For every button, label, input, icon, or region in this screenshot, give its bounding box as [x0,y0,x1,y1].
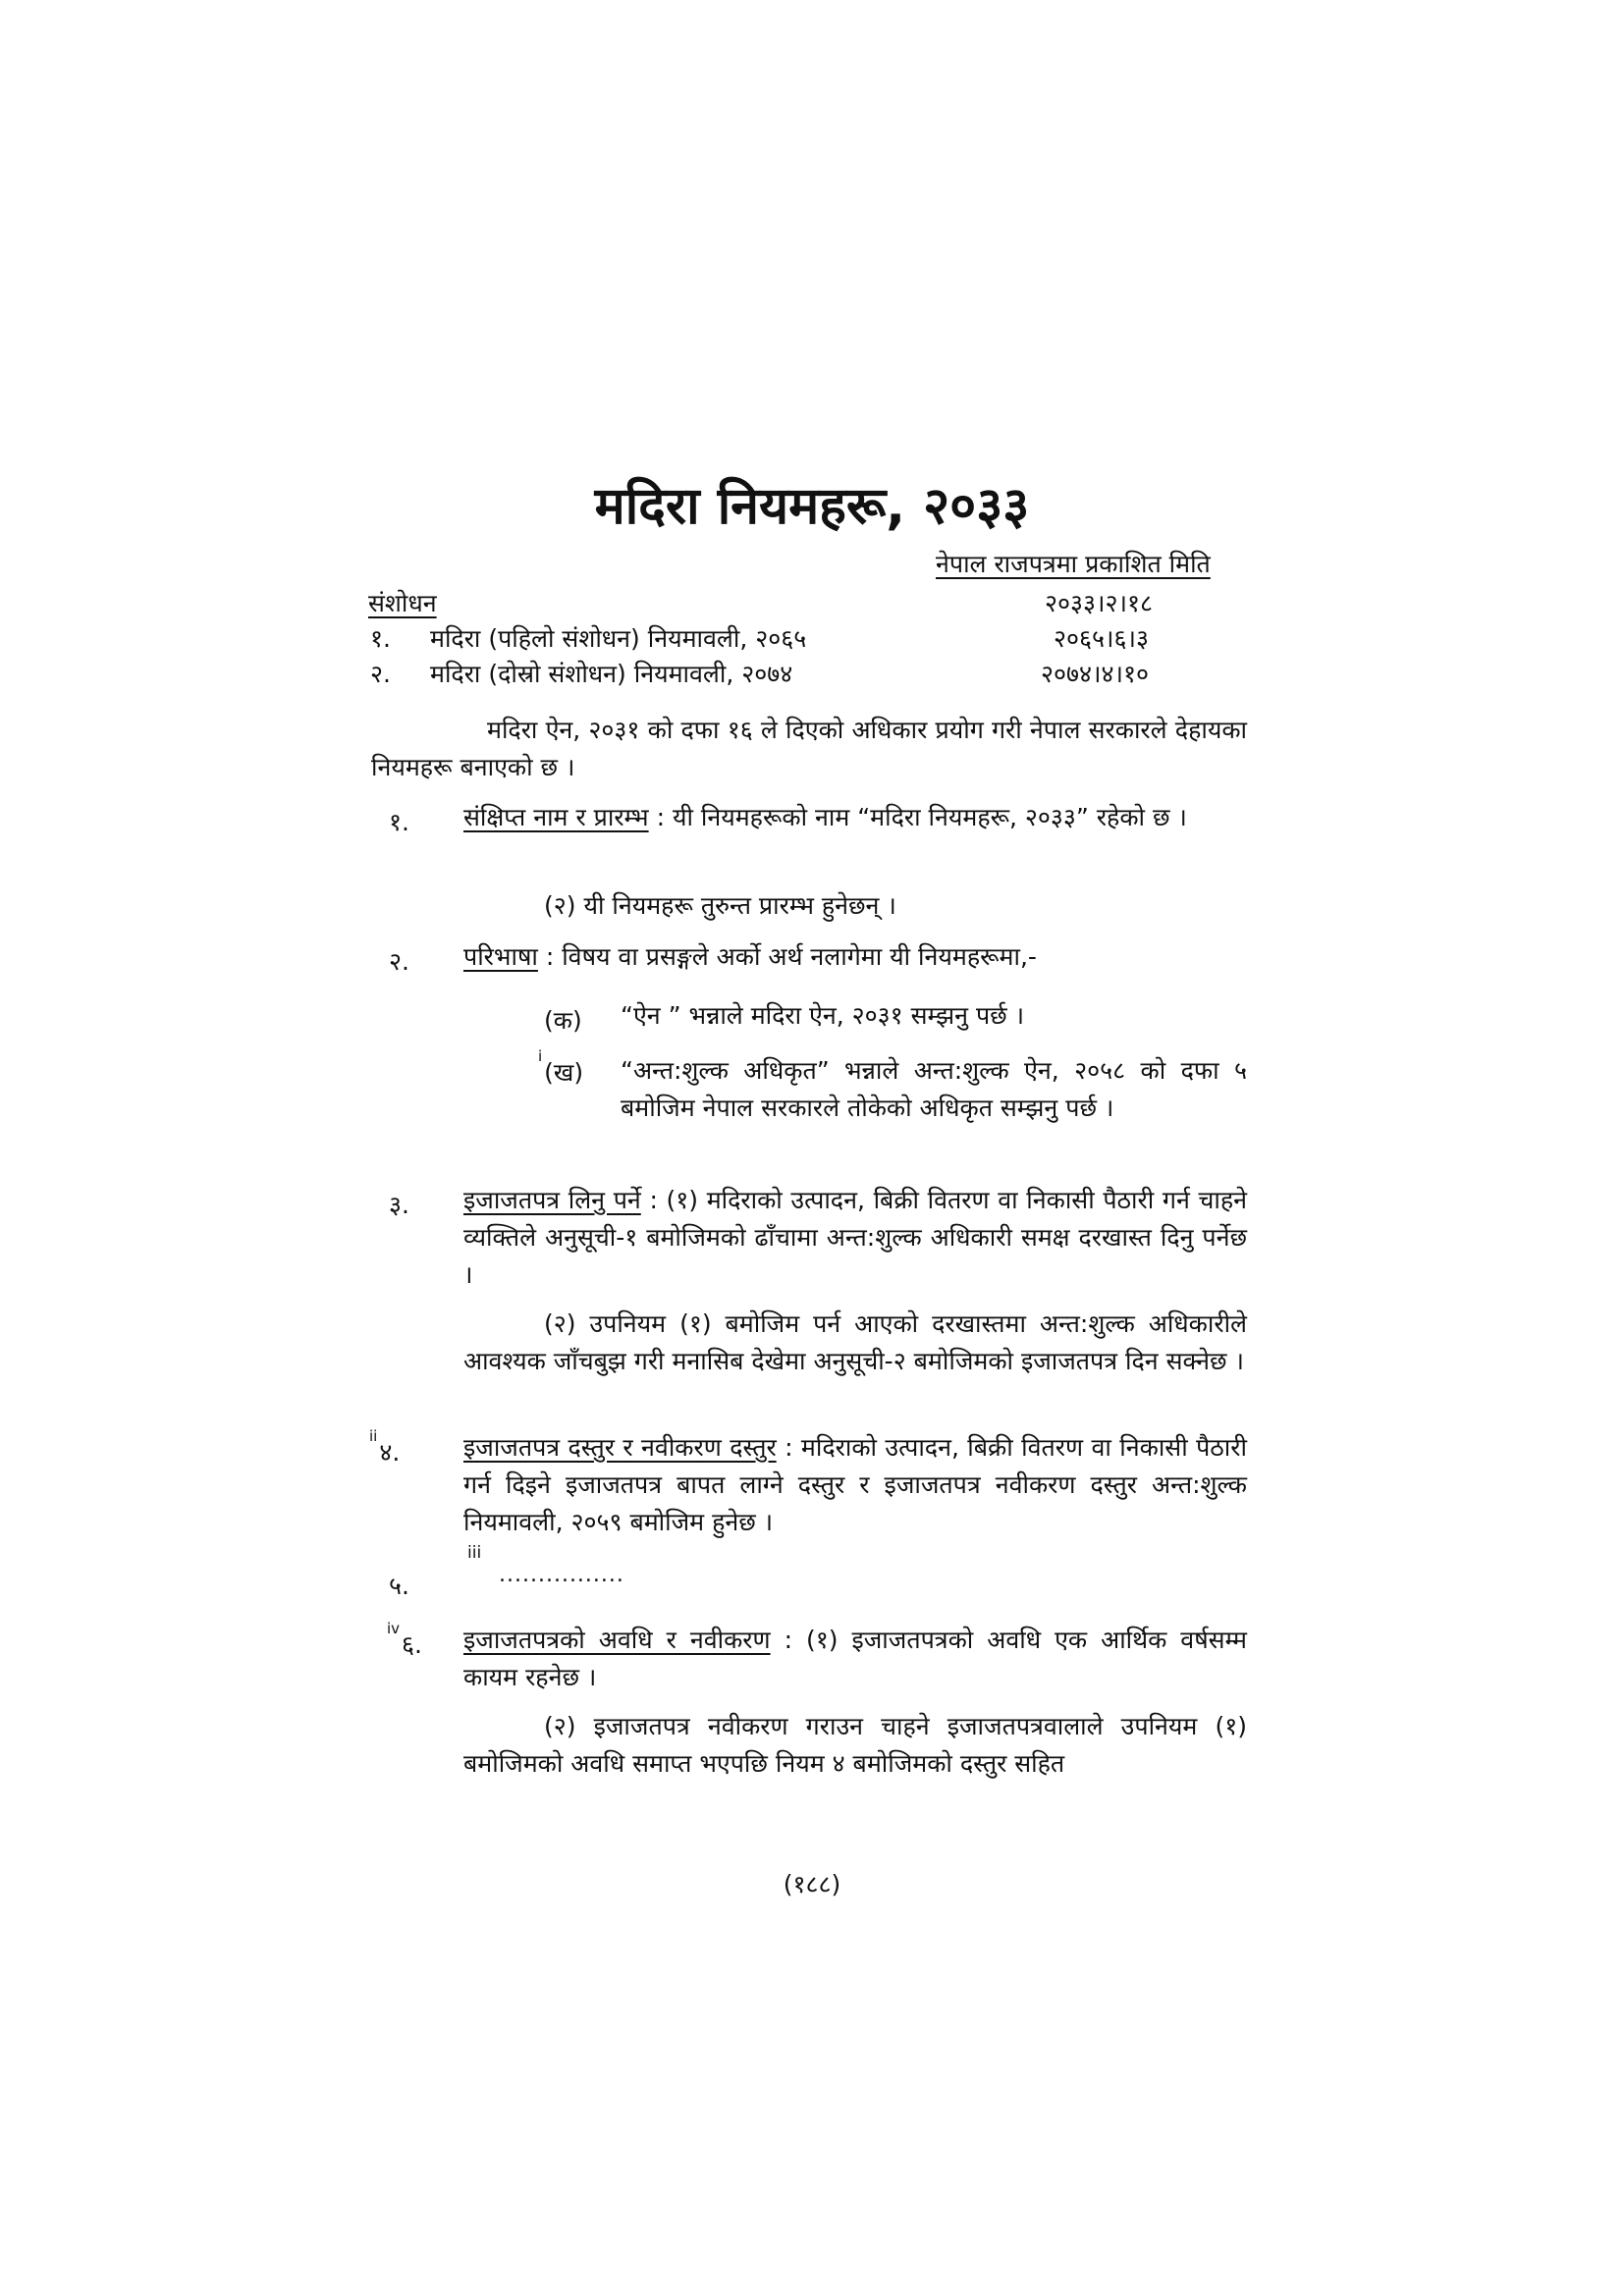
rule-1-heading: संक्षिप्त नाम र प्रारम्भ [463,803,649,831]
rule-3-heading: इजाजतपत्र लिनु पर्ने [463,1186,641,1214]
rule-2-text [463,938,1247,976]
rule-4-heading: इजाजतपत्र दस्तुर र नवीकरण दस्तुर [463,1433,777,1462]
clause-kha-label: $^i$(ख) [538,1047,584,1087]
page-number: (१८८) [783,1870,841,1898]
rule-5-number: ५. [389,1572,409,1600]
rule-6-subrule-2: (२) इजाजतपत्र नवीकरण गराउन चाहने इजाजतपत्रवालाले उपनियम (१) बमोजिमको अवधि समाप्त भएपछि नियम ४ बमोजिमको दस्तुर सहित [463,1712,1247,1778]
gazette-header: नेपाल राजपत्रमा प्रकाशित मिति [936,550,1211,578]
rule-3-body: : (१) मदिराको उत्पादन, बिक्री वितरण वा निकासी पैठारी गर्न चाहने व्यक्तिले अनुसूची-१ बमोजिमको ढाँचामा अन्त:शुल्क अधिकारी समक्ष दरखास्त दिनु पर्नेछ । [463,1186,1247,1289]
rule-1-subrule-2: (२) यी नियमहरू तुरुन्त प्रारम्भ हुनेछन् । [544,891,896,920]
rule-6-number: $^{iv}$६. [387,1620,422,1659]
rule-1-number: १. [389,808,409,836]
preamble-paragraph: मदिरा ऐन, २०३१ को दफा १६ ले दिएको अधिकार प्रयोग गरी नेपाल सरकारले देहायका नियमहरू बनाएको छ । [371,716,1247,781]
rule-2-body: : विषय वा प्रसङ्गले अर्को अर्थ नलागेमा यी नियमहरूमा,- [537,942,1037,971]
rule-6-body: : (१) इजाजतपत्रको अवधि एक आर्थिक वर्षसम्म कायम रहनेछ । [463,1626,1247,1691]
amendment-2-text: मदिरा (दोस्रो संशोधन) नियमावली, २०७४ [430,660,793,688]
rule-1-body: : यी नियमहरूको नाम “मदिरा नियमहरू, २०३३” रहेको छ । [648,803,1187,831]
footnote-marker-iii: iii [467,1543,482,1563]
footnote-marker-ii: ii [369,1427,378,1445]
rule-1-text [463,799,1247,836]
rule-4-number: $^{ii}$४. [369,1427,401,1467]
rule-3-number: ३. [389,1191,409,1219]
amendment-2-number: २. [370,660,391,688]
footnote-marker-iv: iv [387,1620,401,1637]
footnote-marker-i: i [538,1047,543,1065]
rule-2-heading: परिभाषा [463,942,538,971]
gazette-date: २०३३।२।१८ [1045,589,1153,617]
rule-3-text [463,1182,1247,1294]
amendment-2-date: २०७४।४।१० [1041,660,1149,688]
rule-6-heading: इजाजतपत्रको अवधि र नवीकरण [463,1626,771,1654]
rule-6-text [463,1622,1247,1696]
amendments-label: संशोधन [368,589,437,617]
document-title: मदिरा नियमहरू, २०३३ [594,477,1030,536]
rule-5-omitted: ................ [499,1563,624,1587]
clause-ka-label: (क) [544,1006,582,1035]
rule-4-text [463,1429,1247,1541]
amendment-1-date: २०६५।६।३ [1054,624,1149,653]
clause-ka-text: “ऐन ” भन्नाले मदिरा ऐन, २०३१ सम्झनु पर्छ । [621,1001,1025,1030]
clause-kha-text: “अन्त:शुल्क अधिकृत” भन्नाले अन्त:शुल्क ऐन, २०५८ को दफा ५ बमोजिम नेपाल सरकारले तोकेको अधिकृत सम्झनु पर्छ । [621,1056,1247,1122]
rule-3-subrule-2: (२) उपनियम (१) बमोजिम पर्न आएको दरखास्तमा अन्त:शुल्क अधिकारीले आवश्यक जाँचबुझ गरी मनासिब देखेमा अनुसूची-२ बमोजिमको इजाजतपत्र दिन सक्नेछ । [463,1309,1247,1375]
amendment-1-text: मदिरा (पहिलो संशोधन) नियमावली, २०६५ [430,624,807,653]
amendment-1-number: १. [370,624,391,653]
rule-2-number: २. [389,947,409,976]
rule-4-body: : मदिराको उत्पादन, बिक्री वितरण वा निकासी पैठारी गर्न दिइने इजाजतपत्र बापत लाग्ने दस्तुर र इजाजतपत्र नवीकरण दस्तुर अन्त:शुल्क नियमावली, २०५९ बमोजिम हुनेछ । [463,1433,1247,1536]
